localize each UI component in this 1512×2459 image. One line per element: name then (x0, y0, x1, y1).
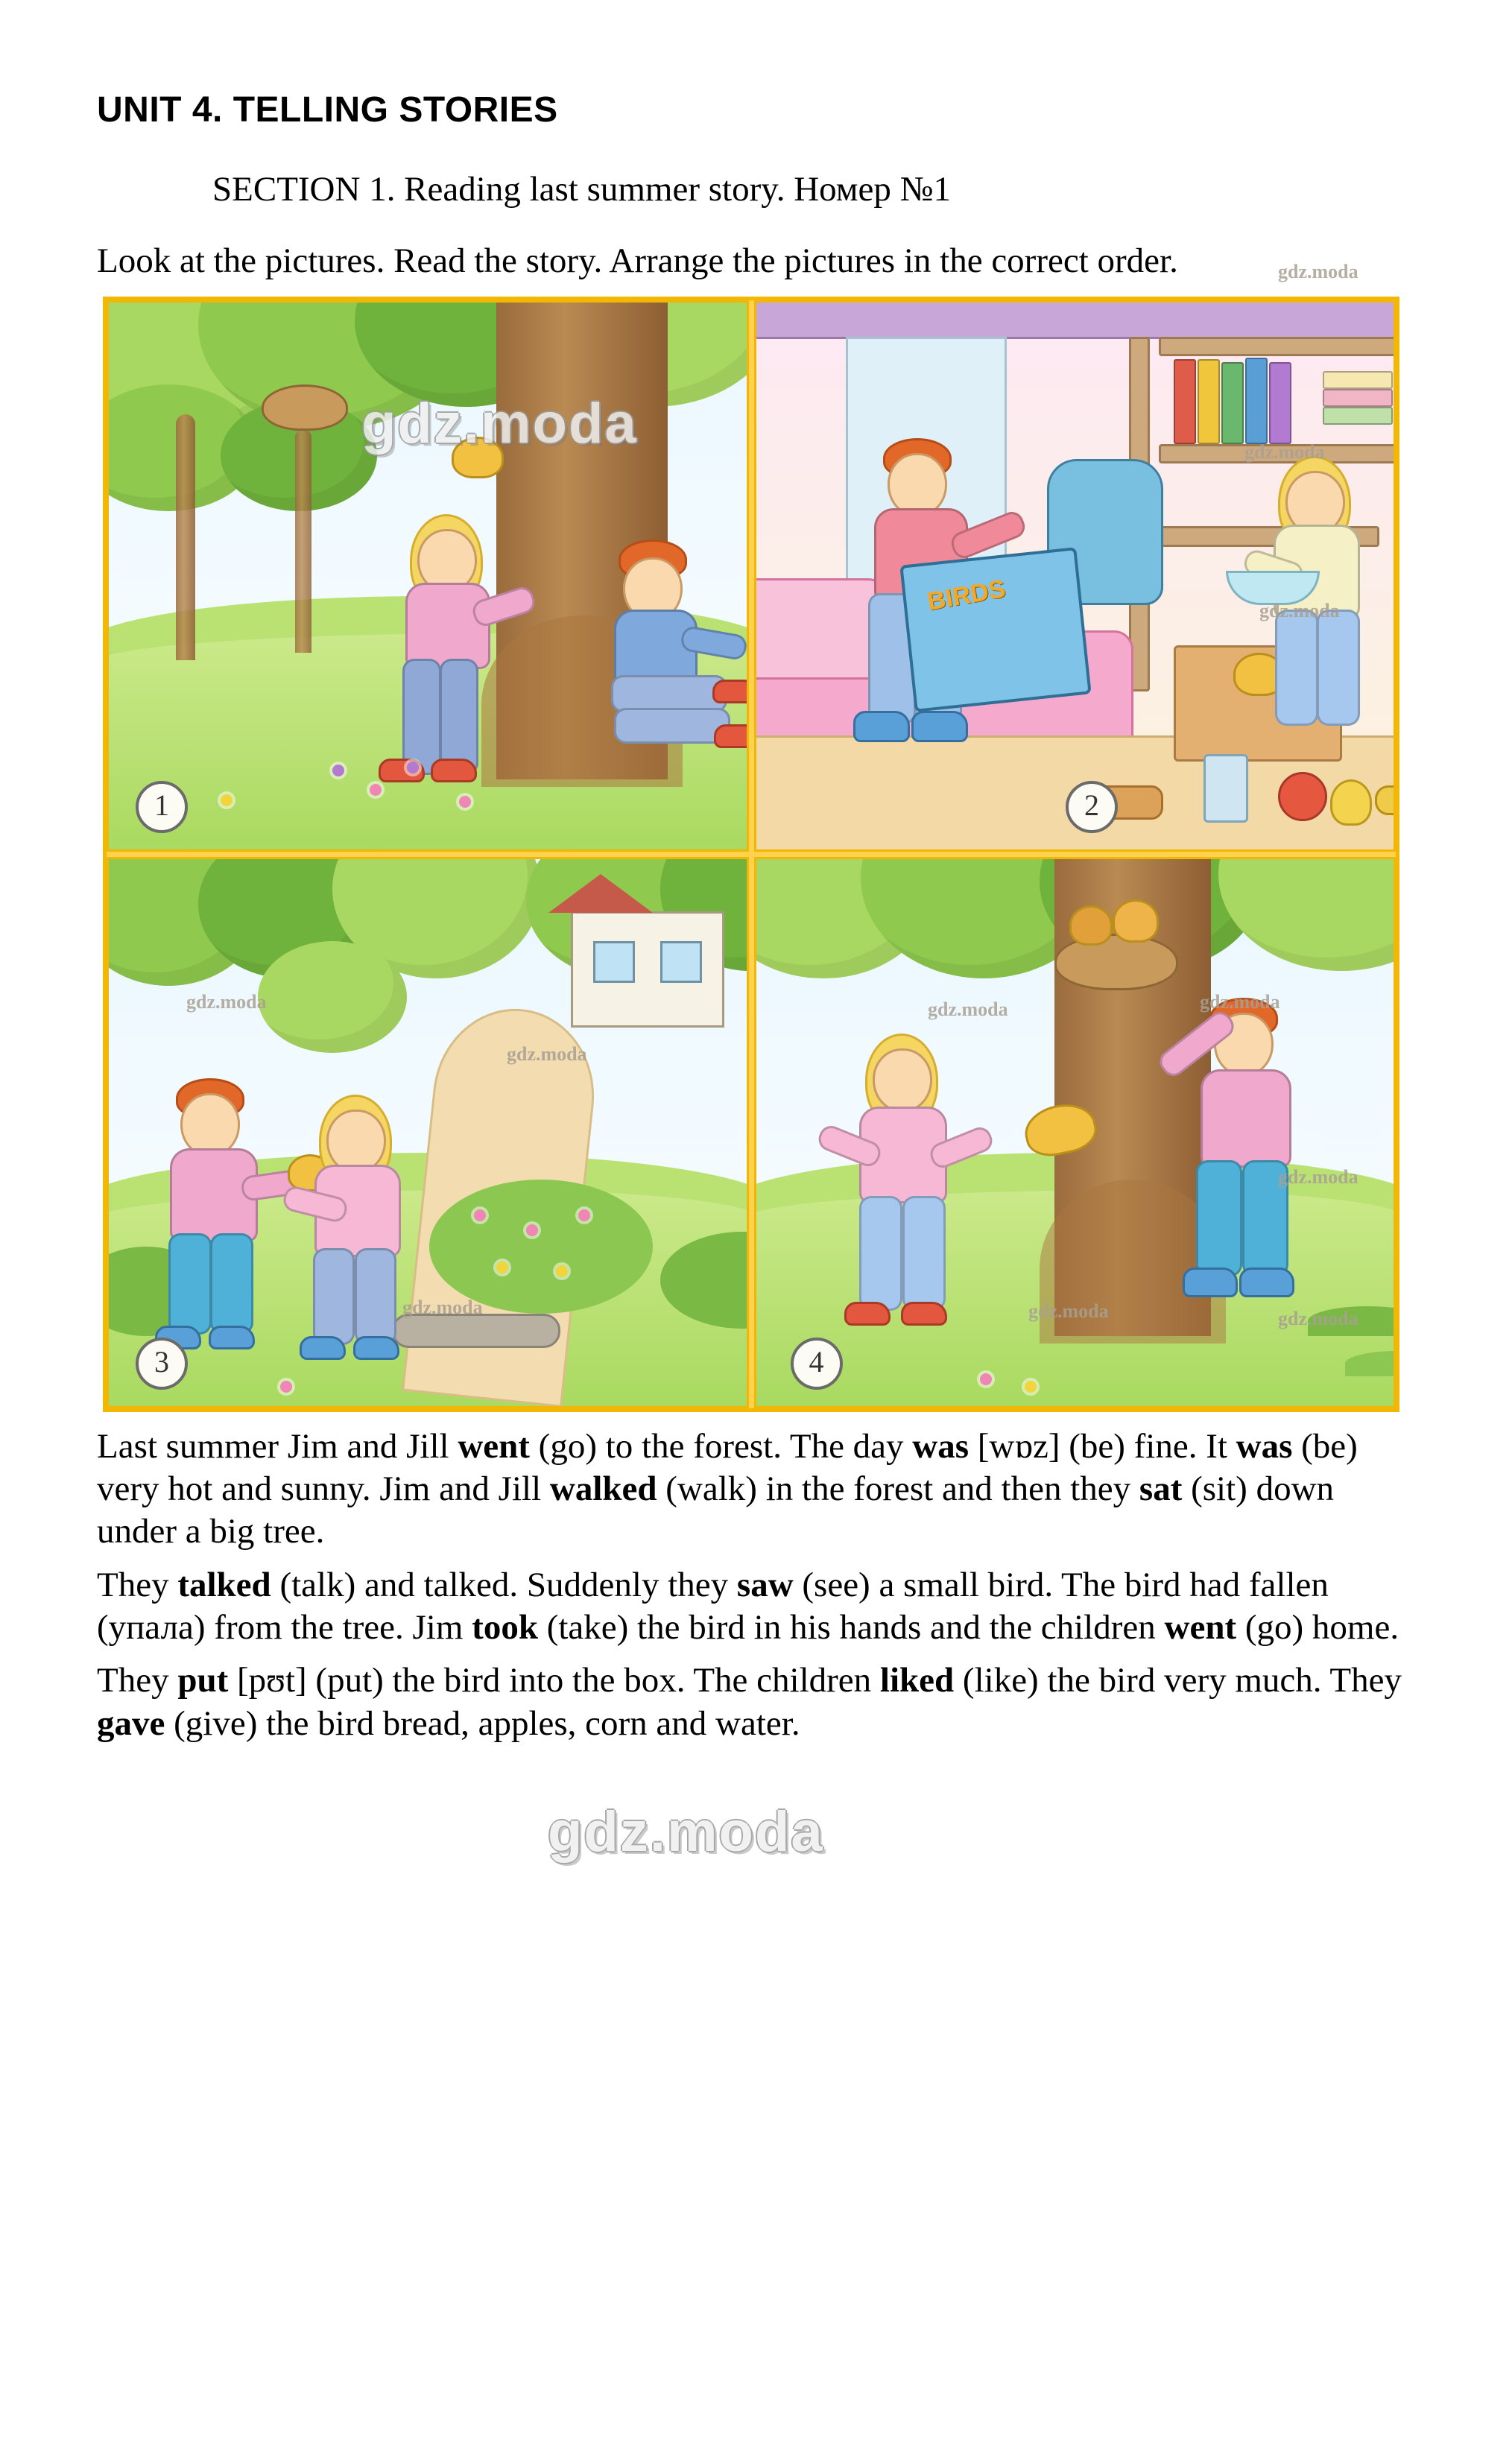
comic-panel-3 (107, 857, 749, 1408)
character-jill (295, 1098, 466, 1358)
watermark-small: gdz.moda (1278, 1308, 1358, 1329)
head (873, 1048, 932, 1113)
bookshelf (1159, 337, 1396, 356)
leg (402, 659, 441, 775)
story-paragraph: They talked (talk) and talked. Suddenly they saw (see) a small bird. The bird had fallen (упала) from the tree. Jim took (take) the bird in his hands and the children went (go) home. (97, 1565, 1399, 1648)
leg (440, 659, 478, 775)
page-title: UNIT 4. TELLING STORIES (97, 90, 558, 130)
book (1174, 359, 1196, 444)
canopy-leaf (258, 941, 407, 1053)
shoe (431, 759, 477, 782)
leg (1317, 610, 1360, 726)
watermark-small: gdz.moda (402, 1297, 483, 1318)
shoe (911, 711, 968, 742)
watermark-small: gdz.moda (1278, 261, 1358, 282)
tree-trunk (295, 429, 311, 653)
leg (168, 1233, 212, 1335)
leg (611, 675, 727, 712)
watermark-small: gdz.moda (928, 999, 1008, 1020)
shoe (901, 1302, 947, 1326)
bird (452, 437, 504, 478)
flower (407, 762, 419, 773)
leg (1275, 610, 1318, 726)
shoe (300, 1336, 346, 1360)
flower (459, 796, 471, 808)
section-heading: SECTION 1. Reading last summer story. Номер №1 (212, 170, 951, 209)
shoe (714, 724, 749, 748)
curtain-rail (756, 303, 1394, 339)
birds-nest (262, 384, 348, 431)
comic-panel-1 (107, 300, 749, 852)
apple (1278, 772, 1327, 821)
water-glass (1203, 754, 1248, 823)
book (1269, 362, 1291, 444)
character-jim (1174, 1001, 1367, 1336)
leg (614, 708, 730, 744)
panel-number: 1 (136, 781, 188, 833)
house-roof (548, 874, 653, 913)
watermark-small: gdz.moda (1200, 991, 1280, 1013)
character-jill (1248, 459, 1396, 757)
leg (902, 1196, 946, 1311)
bird-chick (1069, 905, 1113, 946)
watermark-small: gdz.moda (1244, 441, 1325, 463)
watermark-small: gdz.moda (507, 1043, 587, 1065)
watermark-small: gdz.moda (1028, 1300, 1109, 1322)
book (1221, 362, 1244, 444)
berry (474, 1209, 486, 1221)
head (326, 1110, 386, 1174)
story-paragraph: They put [pʊt] (put) the bird into the box. The children liked (like) the bird very much. They gave (give) the bird bread, apples, corn and water. (97, 1661, 1402, 1743)
head (180, 1093, 240, 1157)
shoe (209, 1326, 255, 1349)
comic-panel-2 (754, 300, 1396, 852)
story-paragraph: Last summer Jim and Jill went (go) to the forest. The day was [wɒz] (be) fine. It was (be) very hot and sunny. Jim and Jill walked (walk) in the forest and then they sat (sit) down under a big tree. (97, 1426, 1358, 1551)
shoe (353, 1336, 399, 1360)
leg (1196, 1160, 1242, 1276)
panel-number: 4 (791, 1338, 843, 1390)
house-window (660, 941, 702, 983)
flower (370, 784, 382, 796)
watermark-small: gdz.moda (186, 991, 267, 1013)
bird-book (899, 547, 1091, 712)
watermark-small: gdz.moda (1278, 1166, 1358, 1188)
comic-strip (103, 297, 1399, 1412)
character-jim (601, 541, 749, 779)
birds-nest (1054, 934, 1178, 990)
story-text (97, 1425, 1415, 1745)
berry (556, 1265, 568, 1277)
comic-panel-4 (754, 857, 1396, 1408)
leg (313, 1248, 355, 1345)
watermark-large: gdz.moda (548, 1800, 824, 1864)
flower (980, 1373, 992, 1385)
watermark-large: gdz.moda (361, 392, 638, 455)
panel-number: 3 (136, 1338, 188, 1390)
berry (496, 1262, 508, 1273)
flower (1025, 1381, 1037, 1393)
leg (1242, 1160, 1288, 1276)
shoe (1183, 1268, 1238, 1297)
task-instruction: Look at the pictures. Read the story. Arrange the pictures in the correct order. (97, 241, 1178, 280)
character-jill (838, 1038, 1010, 1351)
apple-slice (1330, 779, 1372, 826)
leg (210, 1233, 253, 1335)
berry (526, 1224, 538, 1236)
flower (221, 794, 233, 806)
watermark-small: gdz.moda (1259, 600, 1340, 621)
berry (578, 1209, 590, 1221)
house-window (593, 941, 635, 983)
book-title: BIRDS (924, 574, 1008, 616)
book (1245, 358, 1268, 444)
character-jim (838, 444, 1062, 765)
shoe (853, 711, 910, 742)
character-jill (385, 519, 541, 779)
torso (1201, 1069, 1291, 1168)
tree-trunk (176, 414, 195, 660)
book (1323, 407, 1393, 425)
panel-number: 2 (1066, 781, 1118, 833)
corn (1375, 785, 1396, 815)
shoe (712, 680, 749, 703)
shoe (844, 1302, 891, 1326)
flower (280, 1381, 292, 1393)
book (1198, 359, 1220, 444)
shoe (1239, 1268, 1294, 1297)
torso (405, 583, 490, 669)
flower (332, 765, 344, 776)
book (1323, 389, 1393, 407)
book (1323, 371, 1393, 389)
leg (859, 1196, 902, 1311)
leg (355, 1248, 396, 1345)
bird-chick (1113, 899, 1159, 943)
head (888, 453, 947, 517)
